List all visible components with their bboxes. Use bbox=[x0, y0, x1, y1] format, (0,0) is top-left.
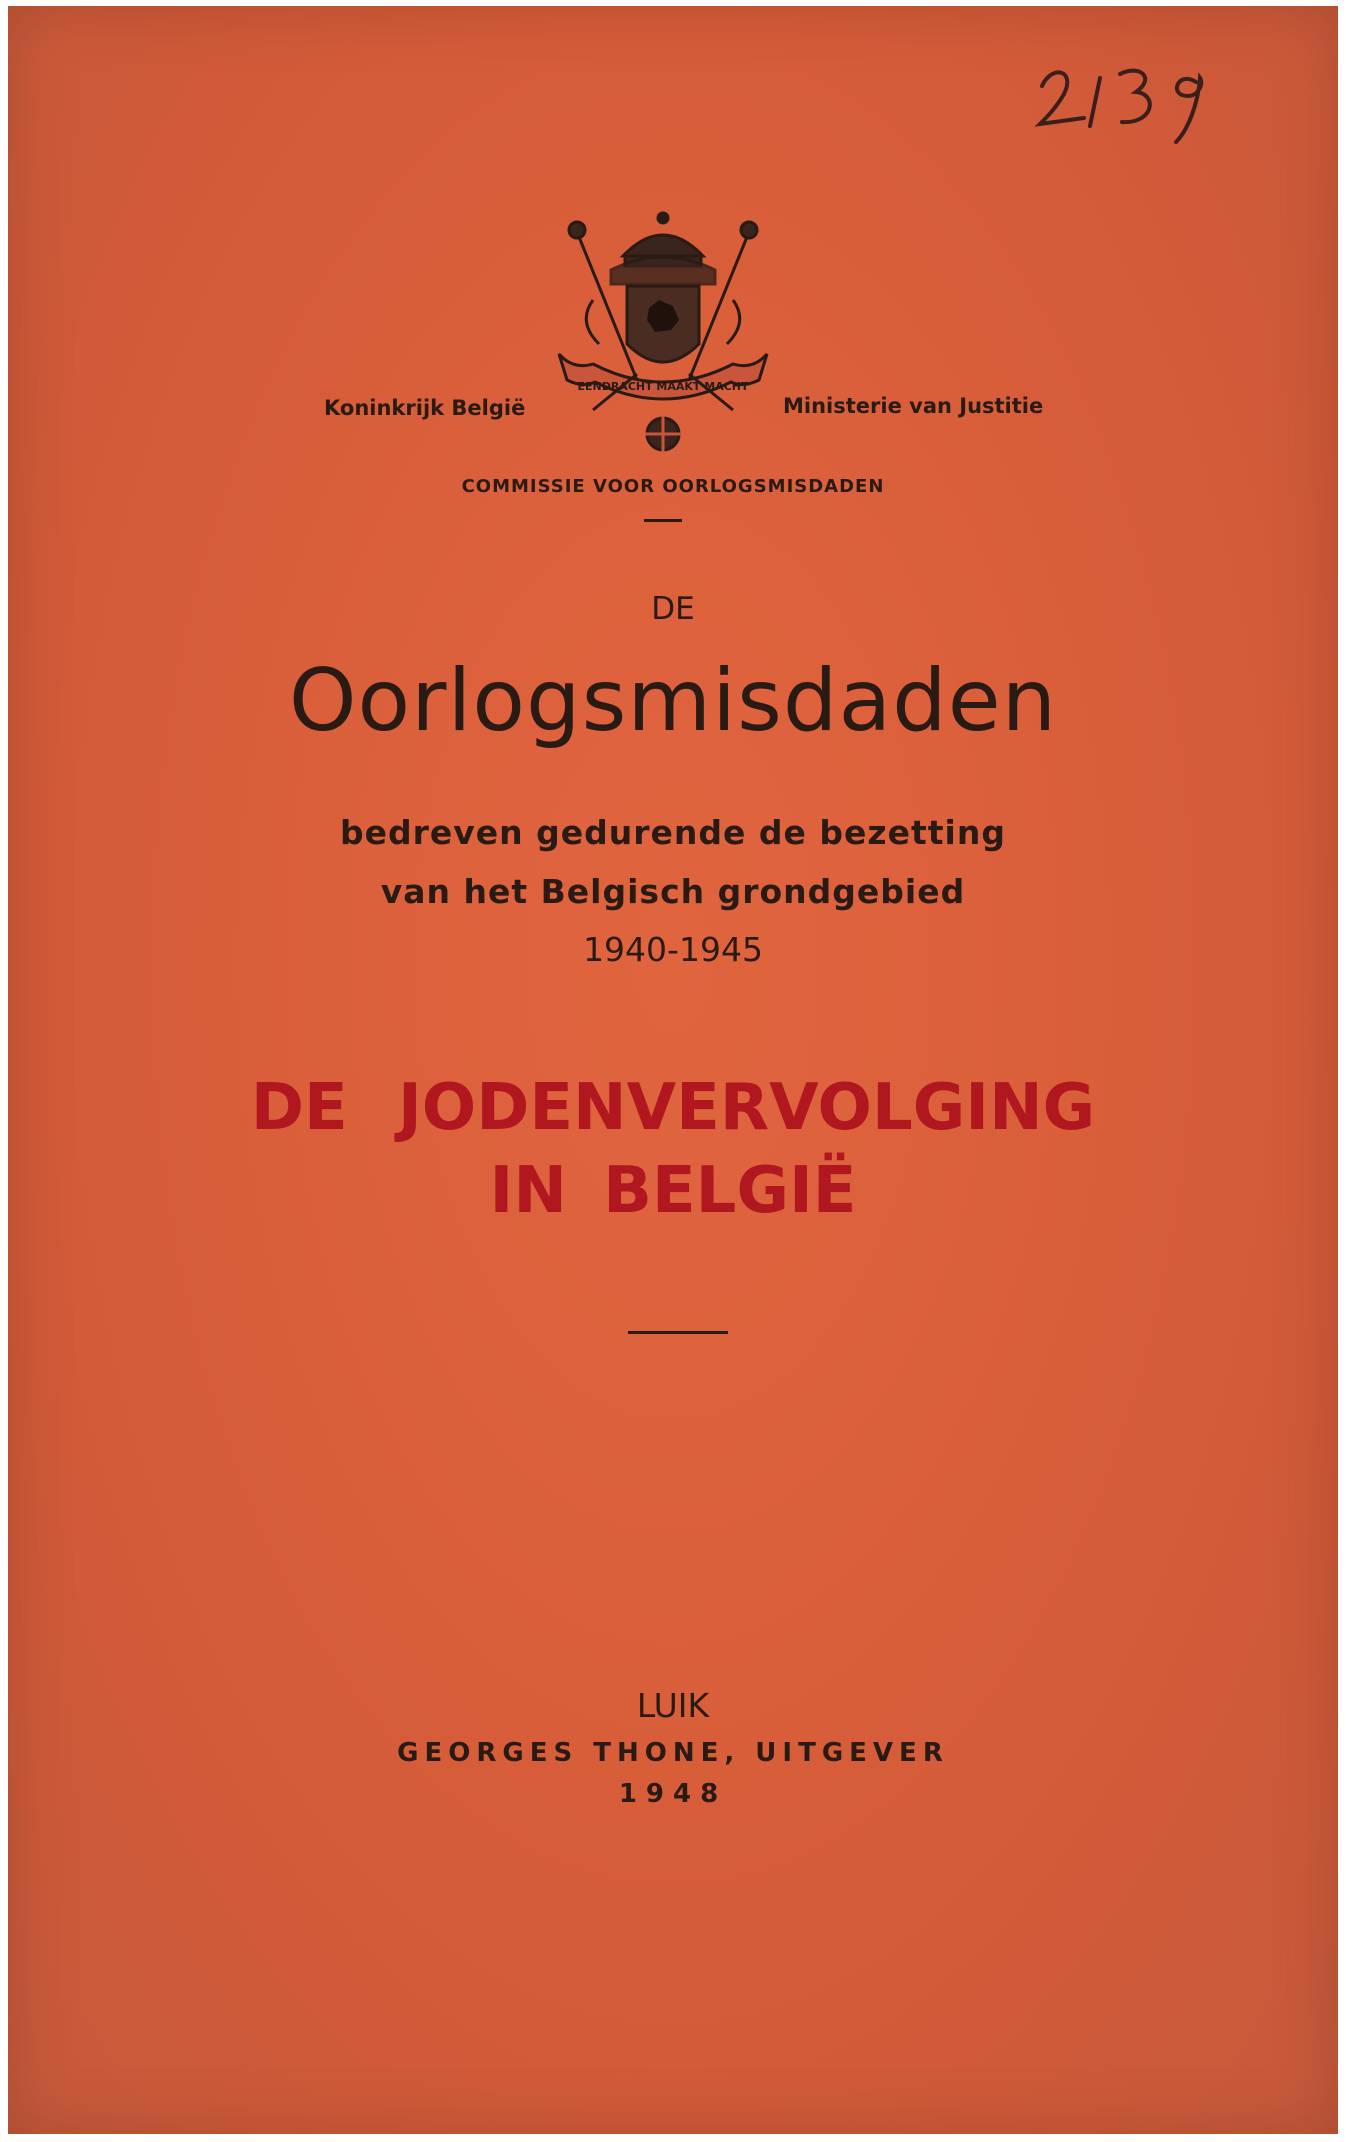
red-title-line-1: DE JODENVERVOLGING bbox=[250, 1071, 1096, 1145]
commission-label: COMMISSIE VOOR OORLOGSMISDADEN bbox=[461, 476, 885, 497]
divider-top bbox=[644, 519, 682, 522]
handwritten-number bbox=[1028, 34, 1228, 144]
ministry-label: Ministerie van Justitie bbox=[783, 394, 1044, 418]
subtitle-line-1: bedreven gedurende de bezetting bbox=[340, 813, 1006, 852]
book-cover bbox=[8, 6, 1338, 2134]
kingdom-label: Koninkrijk België bbox=[324, 396, 526, 420]
publisher-name: GEORGES THONE, UITGEVER bbox=[397, 1738, 949, 1768]
date-range: 1940-1945 bbox=[583, 930, 763, 969]
red-title-line-2: IN BELGIË bbox=[489, 1154, 857, 1228]
subtitle-line-2: van het Belgisch grondgebied bbox=[380, 872, 966, 911]
main-title: Oorlogsmisdaden bbox=[288, 651, 1058, 751]
title-article: DE bbox=[651, 591, 695, 627]
emblem-motto: EENDRACHT MAAKT MACHT bbox=[577, 380, 749, 393]
belgian-coat-of-arms-icon bbox=[553, 204, 773, 474]
publication-year: 1948 bbox=[618, 1779, 728, 1809]
publication-city: LUIK bbox=[636, 1686, 710, 1725]
divider-middle bbox=[628, 1331, 728, 1334]
